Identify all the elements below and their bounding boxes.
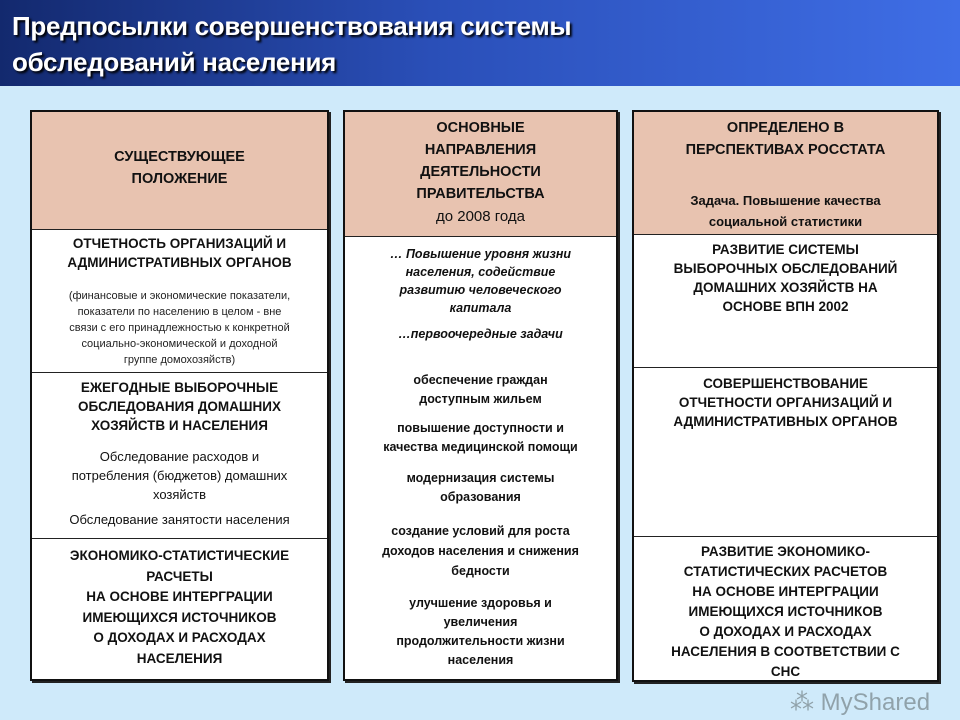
text-line: СОВЕРШЕНСТВОВАНИЕ [703, 376, 868, 391]
text-block [634, 240, 937, 316]
column-header [345, 112, 616, 237]
text-line: ХОЗЯЙСТВ И НАСЕЛЕНИЯ [91, 418, 268, 433]
text-line: СНС [770, 664, 801, 679]
slide-header [0, 0, 960, 86]
text-line: (финансовые и экономические показатели, [68, 290, 291, 302]
text-line: ИМЕЮЩИХСЯ ИСТОЧНИКОВ [82, 609, 277, 625]
text-line: увеличения [443, 615, 518, 629]
text-line: НА ОСНОВЕ ИНТЕРГРАЦИИ [692, 584, 879, 599]
text-line: капитала [449, 301, 512, 315]
text-line: хозяйств [152, 487, 207, 502]
text-block [345, 469, 616, 507]
text-line: О ДОХОДАХ И РАСХОДАХ [93, 630, 266, 645]
watermark-text: MyShared [820, 689, 931, 716]
text-block [32, 510, 327, 529]
text-line: группе домохозяйств) [123, 354, 236, 366]
section-reporting [32, 230, 327, 373]
text-block [345, 206, 616, 228]
text-line: образования [440, 490, 521, 504]
text-line: НАСЕЛЕНИЯ В СООТВЕТСТВИИ С [671, 644, 900, 659]
column-current-state [30, 110, 329, 681]
text-line: ОСНОВНЫЕ [436, 120, 525, 136]
text-line: модернизация системы [406, 471, 555, 485]
text-line: до 2008 года [435, 208, 526, 225]
column-rosstat-perspectives [632, 110, 939, 682]
text-line: ОПРЕДЕЛЕНО В [726, 120, 845, 136]
text-block [345, 521, 616, 581]
text-line: населения, содействие [405, 265, 556, 279]
text-block [345, 325, 616, 343]
text-line: ОТЧЕТНОСТИ ОРГАНИЗАЦИЙ И [678, 395, 893, 410]
text-line: ВЫБОРОЧНЫХ ОБСЛЕДОВАНИЙ [673, 261, 898, 276]
text-line: СТАТИСТИЧЕСКИХ РАСЧЕТОВ [683, 564, 888, 579]
text-line: РАСЧЕТЫ [146, 568, 213, 584]
section-reporting-improvement [634, 368, 937, 537]
text-line: ОБСЛЕДОВАНИЯ ДОМАШНИХ [78, 399, 281, 414]
text-block [32, 288, 327, 368]
text-block [345, 371, 616, 409]
text-line: обеспечение граждан [413, 373, 548, 387]
text-line: ПЕРСПЕКТИВАХ РОССТАТА [685, 142, 886, 158]
title-line: обследований населения [12, 47, 337, 77]
text-block [634, 117, 937, 161]
text-line: потребления (бюджетов) домашних [71, 468, 288, 483]
text-line: Задача. Повышение качества [690, 193, 881, 208]
text-line: СУЩЕСТВУЮЩЕЕ [114, 149, 245, 165]
text-line: РАЗВИТИЕ ЭКОНОМИКО- [701, 544, 870, 559]
text-block [345, 594, 616, 670]
text-block [32, 447, 327, 504]
text-line: социальной статистики [708, 214, 863, 229]
text-block [345, 245, 616, 317]
text-line: качества медицинской помощи [383, 440, 578, 454]
text-line: НАСЕЛЕНИЯ [136, 650, 223, 666]
section-surveys [32, 373, 327, 539]
text-line: ОТЧЕТНОСТЬ ОРГАНИЗАЦИЙ И [72, 236, 287, 251]
text-block [345, 117, 616, 205]
text-line: ДОМАШНИХ ХОЗЯЙСТВ НА [693, 280, 878, 295]
text-line: ИМЕЮЩИХСЯ ИСТОЧНИКОВ [688, 604, 883, 619]
slide-title [12, 8, 571, 80]
text-block [32, 146, 327, 190]
text-line: … Повышение уровня жизни [389, 247, 572, 261]
text-line: Обследование расходов и [99, 449, 260, 464]
text-line: РАЗВИТИЕ СИСТЕМЫ [712, 242, 859, 257]
text-line: …первоочередные задачи [398, 327, 563, 341]
text-block [634, 542, 937, 682]
text-line: доступным жильем [419, 392, 542, 406]
text-block [634, 374, 937, 431]
text-line: показатели по населению в целом - вне [77, 306, 282, 318]
section-calculations [32, 539, 327, 681]
watermark-logo: ⁂ MyShared [790, 689, 931, 716]
text-line: АДМИНИСТРАТИВНЫХ ОРГАНОВ [67, 255, 292, 270]
title-line: Предпосылки совершенствования системы [12, 11, 572, 41]
text-line: улучшение здоровья и [409, 596, 552, 610]
section-sample-surveys [634, 235, 937, 368]
section-calculations-sna [634, 537, 937, 682]
text-block [345, 419, 616, 457]
text-line: связи с его принадлежностью к конкретной [69, 322, 290, 334]
column-header [634, 112, 937, 235]
text-line: продолжительности жизни [396, 634, 565, 648]
text-block [32, 378, 327, 435]
text-line: ЕЖЕГОДНЫЕ ВЫБОРОЧНЫЕ [80, 380, 279, 395]
text-line: НА ОСНОВЕ ИНТЕРГРАЦИИ [86, 589, 273, 604]
section-priorities [345, 237, 616, 681]
text-line: ЭКОНОМИКО-СТАТИСТИЧЕСКИЕ [69, 548, 290, 563]
column-header [32, 112, 327, 230]
text-line: развитию человеческого [399, 283, 562, 297]
text-line: повышение доступности и [397, 421, 564, 435]
text-line: О ДОХОДАХ И РАСХОДАХ [699, 624, 872, 639]
text-line: НАПРАВЛЕНИЯ [424, 142, 537, 158]
text-block [32, 546, 327, 669]
text-line: ПОЛОЖЕНИЕ [131, 171, 228, 187]
column-government-directions [343, 110, 618, 681]
text-line: создание условий для роста [391, 524, 570, 538]
text-line: населения [447, 653, 514, 667]
text-line: ДЕЯТЕЛЬНОСТИ [420, 164, 541, 180]
text-block [32, 234, 327, 272]
text-line: социально-экономической и доходной [81, 338, 278, 350]
text-line: ПРАВИТЕЛЬСТВА [416, 186, 545, 202]
text-block [634, 190, 937, 232]
text-line: Обследование занятости населения [69, 512, 290, 527]
text-line: доходов населения и снижения [382, 544, 579, 558]
text-line: ОСНОВЕ ВПН 2002 [722, 299, 849, 314]
text-line: АДМИНИСТРАТИВНЫХ ОРГАНОВ [673, 414, 898, 429]
text-line: бедности [451, 564, 510, 578]
